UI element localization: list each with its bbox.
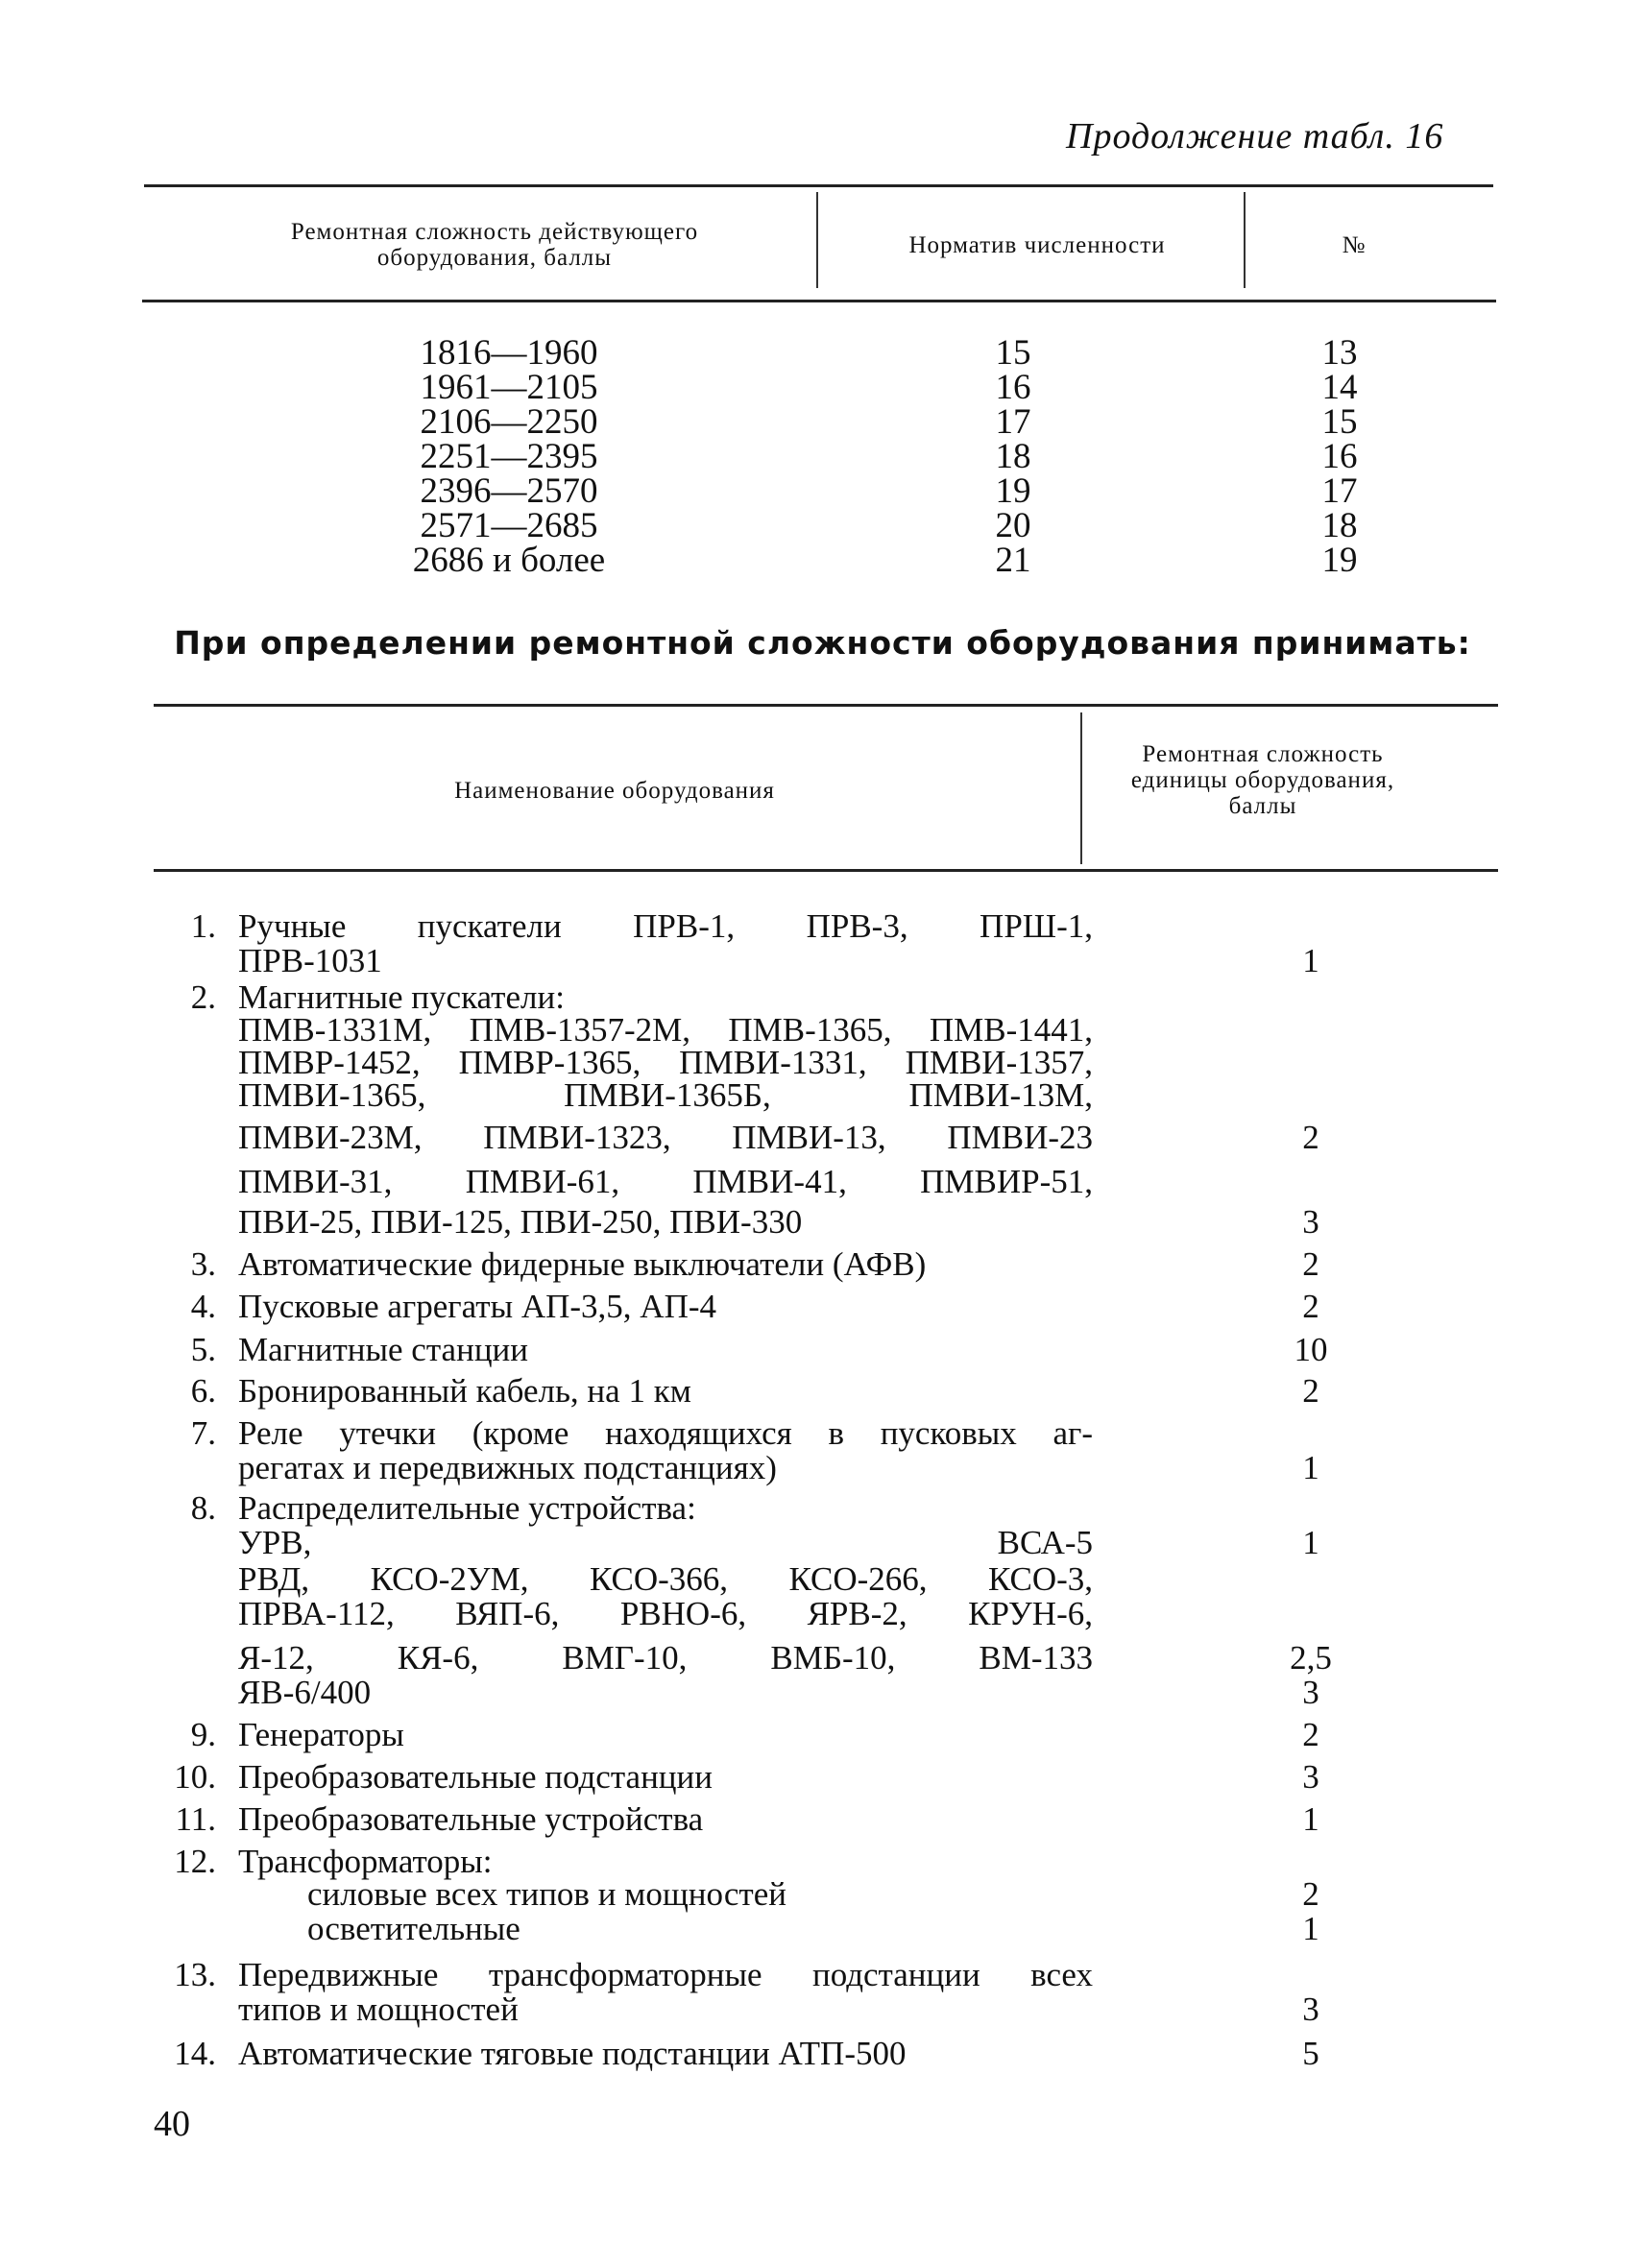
list-item-text: силовые всех типов и мощностей <box>307 1875 786 1913</box>
list-item-number: 8. <box>190 1489 216 1527</box>
list-item-value: 5 <box>1302 2035 1319 2072</box>
table1-cell-number: 18 <box>1321 506 1358 545</box>
table1-cell-complexity: 2571—2685 <box>420 506 598 545</box>
list-item-value: 3 <box>1302 1991 1319 2028</box>
list-item-text: Реле утечки (кроме находящихся в пусковых аг- <box>238 1414 1093 1452</box>
list-item-number: 14. <box>174 2035 216 2072</box>
list-item-value: 2 <box>1302 1288 1319 1325</box>
list-item-value: 1 <box>1302 1910 1319 1947</box>
list-item-text: Магнитные станции <box>238 1331 529 1368</box>
table1-cell-complexity: 2686 и более <box>412 541 606 580</box>
list-item-number: 4. <box>190 1288 216 1325</box>
list-item-value: 2 <box>1302 1245 1319 1283</box>
table1-cell-number: 14 <box>1321 368 1358 407</box>
table1-cell-complexity: 2251—2395 <box>420 437 598 476</box>
table1-cell-norm: 17 <box>995 402 1031 442</box>
list-item-text: ПРВА-112, ВЯП-6, РВНО-6, ЯРВ-2, КРУН-6, <box>238 1595 1093 1632</box>
list-item-text: Преобразовательные устройства <box>238 1800 704 1838</box>
list-item-number: 1. <box>190 907 216 945</box>
list-item-text: ПМВИ-23М, ПМВИ-1323, ПМВИ-13, ПМВИ-23 <box>238 1119 1093 1156</box>
list-item-value: 3 <box>1302 1758 1319 1796</box>
list-item-text: ПМВР-1452, ПМВР-1365, ПМВИ-1331, ПМВИ-1357, <box>238 1044 1093 1081</box>
list-item-number: 9. <box>190 1716 216 1753</box>
table1-cell-norm: 18 <box>995 437 1031 476</box>
list-item-text: ПМВИ-31, ПМВИ-61, ПМВИ-41, ПМВИР-51, <box>238 1163 1093 1200</box>
list-item-text: ЯВ-6/400 <box>238 1674 372 1711</box>
list-item-text: Автоматические тяговые подстанции АТП-500 <box>238 2035 907 2072</box>
list-item-value: 2 <box>1302 1875 1319 1913</box>
table1-cell-complexity: 1816—1960 <box>420 333 598 373</box>
list-item-text: Распределительные устройства: <box>238 1489 696 1527</box>
list-item-value: 2,5 <box>1290 1639 1332 1677</box>
table2-header-rule <box>154 869 1498 872</box>
list-item-text: УРВ, ВСА-5 <box>238 1524 1093 1561</box>
table2-header-complexity: Ремонтная сложность единицы оборудования, баллы <box>1130 741 1395 819</box>
table1-col-divider <box>1244 192 1246 288</box>
list-item-text: Автоматические фидерные выключатели (АФВ) <box>238 1245 927 1283</box>
table1-cell-norm: 15 <box>995 333 1031 373</box>
table1-cell-number: 16 <box>1321 437 1358 476</box>
list-item-value: 3 <box>1302 1203 1319 1241</box>
list-item-number: 5. <box>190 1331 216 1368</box>
list-item-text: Пусковые агрегаты АП-3,5, АП-4 <box>238 1288 716 1325</box>
list-item-number: 2. <box>190 978 216 1016</box>
list-item-text: Преобразовательные подстанции <box>238 1758 713 1796</box>
continuation-label: Продолжение табл. 16 <box>1066 116 1444 157</box>
list-item-text: Передвижные трансформаторные подстанции всех <box>238 1956 1093 1993</box>
list-item-number: 13. <box>174 1956 216 1993</box>
list-item-number: 7. <box>190 1414 216 1452</box>
list-item-value: 2 <box>1302 1119 1319 1156</box>
table1-header-complexity: Ремонтная сложность действующего оборудования, баллы <box>290 219 699 271</box>
table2-col-divider <box>1080 712 1082 864</box>
list-item-number: 12. <box>174 1843 216 1880</box>
table1-col-divider <box>816 192 818 288</box>
table1-cell-number: 19 <box>1321 541 1358 580</box>
table2-top-rule <box>154 704 1498 707</box>
table1-cell-norm: 21 <box>995 541 1031 580</box>
table1-top-rule <box>144 184 1493 187</box>
table1-header-rule <box>142 300 1496 302</box>
list-item-text: ПВИ-25, ПВИ-125, ПВИ-250, ПВИ-330 <box>238 1203 803 1241</box>
section-heading: При определении ремонтной сложности оборудования принимать: <box>174 624 1471 662</box>
list-item-text: Я-12, КЯ-6, ВМГ-10, ВМБ-10, ВМ-133 <box>238 1639 1093 1677</box>
table2-header-name: Наименование оборудования <box>454 778 775 804</box>
list-item-text: типов и мощностей <box>238 1991 519 2028</box>
table1-cell-complexity: 1961—2105 <box>420 368 598 407</box>
list-item-number: 6. <box>190 1372 216 1410</box>
table1-cell-norm: 20 <box>995 506 1031 545</box>
list-item-text: Трансформаторы: <box>238 1843 493 1880</box>
list-item-text: Генераторы <box>238 1716 404 1753</box>
page-number: 40 <box>154 2104 190 2144</box>
table1-cell-complexity: 2396—2570 <box>420 471 598 511</box>
table1-cell-complexity: 2106—2250 <box>420 402 598 442</box>
table1-cell-number: 15 <box>1321 402 1358 442</box>
list-item-value: 2 <box>1302 1372 1319 1410</box>
table1-cell-norm: 19 <box>995 471 1031 511</box>
list-item-value: 1 <box>1302 1524 1319 1561</box>
list-item-text: регатах и передвижных подстанциях) <box>238 1449 777 1486</box>
list-item-text: Ручные пускатели ПРВ-1, ПРВ-3, ПРШ-1, <box>238 907 1093 945</box>
table1-header-number: № <box>1342 232 1367 258</box>
list-item-text: Бронированный кабель, на 1 км <box>238 1372 691 1410</box>
list-item-value: 1 <box>1302 1449 1319 1486</box>
list-item-number: 3. <box>190 1245 216 1283</box>
list-item-text: осветительные <box>307 1910 520 1947</box>
list-item-value: 1 <box>1302 1800 1319 1838</box>
table1-cell-number: 13 <box>1321 333 1358 373</box>
list-item-value: 2 <box>1302 1716 1319 1753</box>
list-item-text: Магнитные пускатели: <box>238 978 565 1016</box>
list-item-number: 10. <box>174 1758 216 1796</box>
list-item-value: 10 <box>1294 1331 1328 1368</box>
table1-cell-number: 17 <box>1321 471 1358 511</box>
list-item-text: РВД, КСО-2УМ, КСО-366, КСО-266, КСО-3, <box>238 1560 1093 1598</box>
list-item-text: ПМВИ-1365, ПМВИ-1365Б, ПМВИ-13М, <box>238 1076 1093 1114</box>
table1-header-norm: Норматив численности <box>908 232 1166 258</box>
table1-cell-norm: 16 <box>995 368 1031 407</box>
list-item-number: 11. <box>175 1800 216 1838</box>
list-item-value: 3 <box>1302 1674 1319 1711</box>
list-item-value: 1 <box>1302 942 1319 979</box>
list-item-text: ПРВ-1031 <box>238 942 382 979</box>
list-item-text: ПМВ-1331М, ПМВ-1357-2М, ПМВ-1365, ПМВ-1441, <box>238 1011 1093 1049</box>
